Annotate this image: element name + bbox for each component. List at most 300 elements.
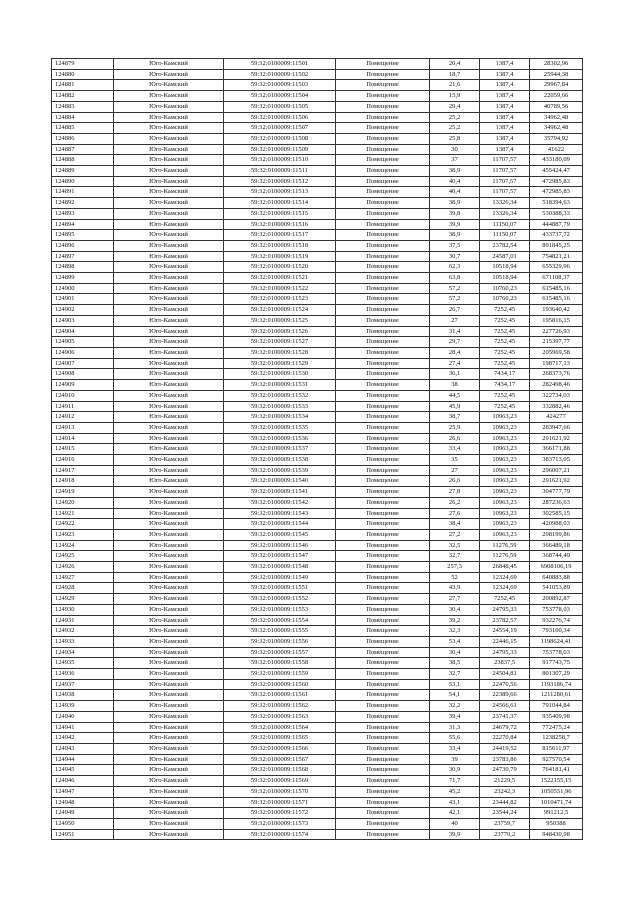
cadastral-value-cell: 296007,21 xyxy=(530,465,583,476)
row-id-cell: 124920 xyxy=(52,497,114,508)
unit-value-cell: 21229,5 xyxy=(480,776,530,787)
cadastral-value-cell: 932276,74 xyxy=(530,615,583,626)
unit-value-cell: 12324,69 xyxy=(480,572,530,583)
cadastral-number-cell: 59:32:0100009:11517 xyxy=(224,230,336,241)
district-cell: Юго-Камский xyxy=(114,91,224,102)
district-cell: Юго-Камский xyxy=(114,690,224,701)
row-id-cell: 124895 xyxy=(52,230,114,241)
cadastral-number-cell: 59:32:0100009:11510 xyxy=(224,155,336,166)
row-id-cell: 124935 xyxy=(52,658,114,669)
object-type-cell: Помещение xyxy=(336,636,430,647)
area-cell: 38,9 xyxy=(430,230,480,241)
cadastral-number-cell: 59:32:0100009:11545 xyxy=(224,529,336,540)
object-type-cell: Помещение xyxy=(336,455,430,466)
cadastral-value-cell: 671108,37 xyxy=(530,273,583,284)
object-type-cell: Помещение xyxy=(336,487,430,498)
cadastral-number-cell: 59:32:0100009:11520 xyxy=(224,262,336,273)
unit-value-cell: 24419,52 xyxy=(480,744,530,755)
table-row xyxy=(52,562,583,573)
table-row xyxy=(52,219,583,230)
table-row xyxy=(52,444,583,455)
cadastral-number-cell: 59:32:0100009:11571 xyxy=(224,797,336,808)
table-row xyxy=(52,529,583,540)
table-row xyxy=(52,497,583,508)
cadastral-value-cell: 753778,03 xyxy=(530,647,583,658)
area-cell: 25,9 xyxy=(430,422,480,433)
cadastral-value-cell: 332882,46 xyxy=(530,401,583,412)
unit-value-cell: 1387,4 xyxy=(480,112,530,123)
district-cell: Юго-Камский xyxy=(114,198,224,209)
table-row xyxy=(52,465,583,476)
object-type-cell: Помещение xyxy=(336,658,430,669)
area-cell: 32,7 xyxy=(430,551,480,562)
cadastral-number-cell: 59:32:0100009:11543 xyxy=(224,508,336,519)
table-row xyxy=(52,59,583,70)
cadastral-value-cell: 530388,33 xyxy=(530,208,583,219)
area-cell: 30,7 xyxy=(430,251,480,262)
object-type-cell: Помещение xyxy=(336,508,430,519)
object-type-cell: Помещение xyxy=(336,358,430,369)
cadastral-number-cell: 59:32:0100009:11565 xyxy=(224,733,336,744)
object-type-cell: Помещение xyxy=(336,101,430,112)
row-id-cell: 124930 xyxy=(52,604,114,615)
row-id-cell: 124884 xyxy=(52,112,114,123)
object-type-cell: Помещение xyxy=(336,711,430,722)
object-type-cell: Помещение xyxy=(336,240,430,251)
cadastral-value-cell: 1010471,74 xyxy=(530,797,583,808)
row-id-cell: 124910 xyxy=(52,390,114,401)
unit-value-cell: 23783,86 xyxy=(480,754,530,765)
cadastral-value-cell: 518394,63 xyxy=(530,198,583,209)
row-id-cell: 124908 xyxy=(52,369,114,380)
cadastral-number-cell: 59:32:0100009:11553 xyxy=(224,604,336,615)
row-id-cell: 124940 xyxy=(52,711,114,722)
cadastral-value-cell: 991212,5 xyxy=(530,808,583,819)
unit-value-cell: 11150,07 xyxy=(480,230,530,241)
object-type-cell: Помещение xyxy=(336,166,430,177)
area-cell: 40,4 xyxy=(430,187,480,198)
cadastral-number-cell: 59:32:0100009:11547 xyxy=(224,551,336,562)
object-type-cell: Помещение xyxy=(336,433,430,444)
cadastral-number-cell: 59:32:0100009:11528 xyxy=(224,347,336,358)
object-type-cell: Помещение xyxy=(336,690,430,701)
district-cell: Юго-Камский xyxy=(114,176,224,187)
row-id-cell: 124919 xyxy=(52,487,114,498)
district-cell: Юго-Камский xyxy=(114,208,224,219)
row-id-cell: 124933 xyxy=(52,636,114,647)
area-cell: 39,4 xyxy=(430,711,480,722)
cadastral-number-cell: 59:32:0100009:11529 xyxy=(224,358,336,369)
table-row xyxy=(52,101,583,112)
cadastral-number-cell: 59:32:0100009:11551 xyxy=(224,583,336,594)
cadastral-number-cell: 59:32:0100009:11569 xyxy=(224,776,336,787)
district-cell: Юго-Камский xyxy=(114,776,224,787)
cadastral-number-cell: 59:32:0100009:11525 xyxy=(224,315,336,326)
row-id-cell: 124929 xyxy=(52,594,114,605)
cadastral-value-cell: 41622 xyxy=(530,144,583,155)
cadastral-value-cell: 193640,42 xyxy=(530,305,583,316)
district-cell: Юго-Камский xyxy=(114,572,224,583)
object-type-cell: Помещение xyxy=(336,294,430,305)
district-cell: Юго-Камский xyxy=(114,562,224,573)
district-cell: Юго-Камский xyxy=(114,604,224,615)
row-id-cell: 124896 xyxy=(52,240,114,251)
district-cell: Юго-Камский xyxy=(114,508,224,519)
table-row xyxy=(52,551,583,562)
district-cell: Юго-Камский xyxy=(114,519,224,530)
unit-value-cell: 23782,57 xyxy=(480,615,530,626)
unit-value-cell: 23770,2 xyxy=(480,829,530,840)
cadastral-number-cell: 59:32:0100009:11534 xyxy=(224,412,336,423)
district-cell: Юго-Камский xyxy=(114,380,224,391)
cadastral-value-cell: 1211280,61 xyxy=(530,690,583,701)
unit-value-cell: 7252,45 xyxy=(480,390,530,401)
cadastral-value-cell: 35794,92 xyxy=(530,133,583,144)
cadastral-number-cell: 59:32:0100009:11563 xyxy=(224,711,336,722)
area-cell: 30,4 xyxy=(430,604,480,615)
row-id-cell: 124944 xyxy=(52,754,114,765)
area-cell: 37,5 xyxy=(430,240,480,251)
unit-value-cell: 7252,45 xyxy=(480,305,530,316)
cadastral-value-cell: 195816,15 xyxy=(530,315,583,326)
unit-value-cell: 10963,23 xyxy=(480,455,530,466)
object-type-cell: Помещение xyxy=(336,155,430,166)
table-row xyxy=(52,422,583,433)
object-type-cell: Помещение xyxy=(336,315,430,326)
table-row xyxy=(52,208,583,219)
unit-value-cell: 10963,23 xyxy=(480,508,530,519)
district-cell: Юго-Камский xyxy=(114,551,224,562)
unit-value-cell: 24730,79 xyxy=(480,765,530,776)
cadastral-value-cell: 640883,88 xyxy=(530,572,583,583)
district-cell: Юго-Камский xyxy=(114,251,224,262)
row-id-cell: 124932 xyxy=(52,626,114,637)
row-id-cell: 124926 xyxy=(52,562,114,573)
row-id-cell: 124890 xyxy=(52,176,114,187)
cadastral-value-cell: 268373,76 xyxy=(530,369,583,380)
unit-value-cell: 11150,07 xyxy=(480,219,530,230)
table-row xyxy=(52,412,583,423)
table-row xyxy=(52,604,583,615)
object-type-cell: Помещение xyxy=(336,465,430,476)
area-cell: 38,9 xyxy=(430,166,480,177)
cadastral-number-cell: 59:32:0100009:11506 xyxy=(224,112,336,123)
unit-value-cell: 24566,61 xyxy=(480,701,530,712)
row-id-cell: 124899 xyxy=(52,273,114,284)
cadastral-number-cell: 59:32:0100009:11503 xyxy=(224,80,336,91)
district-cell: Юго-Камский xyxy=(114,144,224,155)
area-cell: 39,9 xyxy=(430,219,480,230)
district-cell: Юго-Камский xyxy=(114,808,224,819)
district-cell: Юго-Камский xyxy=(114,786,224,797)
unit-value-cell: 7434,17 xyxy=(480,380,530,391)
district-cell: Юго-Камский xyxy=(114,69,224,80)
unit-value-cell: 22270,84 xyxy=(480,733,530,744)
area-cell: 27,4 xyxy=(430,358,480,369)
table-row xyxy=(52,754,583,765)
unit-value-cell: 22470,56 xyxy=(480,679,530,690)
cadastral-value-cell: 891845,25 xyxy=(530,240,583,251)
district-cell: Юго-Камский xyxy=(114,529,224,540)
cadastral-number-cell: 59:32:0100009:11530 xyxy=(224,369,336,380)
unit-value-cell: 23242,3 xyxy=(480,786,530,797)
area-cell: 30 xyxy=(430,144,480,155)
district-cell: Юго-Камский xyxy=(114,112,224,123)
row-id-cell: 124941 xyxy=(52,722,114,733)
table-row xyxy=(52,669,583,680)
cadastral-number-cell: 59:32:0100009:11518 xyxy=(224,240,336,251)
object-type-cell: Помещение xyxy=(336,80,430,91)
district-cell: Юго-Камский xyxy=(114,59,224,70)
row-id-cell: 124946 xyxy=(52,776,114,787)
district-cell: Юго-Камский xyxy=(114,326,224,337)
table-row xyxy=(52,166,583,177)
cadastral-value-cell: 298199,86 xyxy=(530,529,583,540)
table-row xyxy=(52,337,583,348)
cadastral-number-cell: 59:32:0100009:11502 xyxy=(224,69,336,80)
cadastral-number-cell: 59:32:0100009:11521 xyxy=(224,273,336,284)
area-cell: 36,1 xyxy=(430,369,480,380)
area-cell: 27,7 xyxy=(430,594,480,605)
district-cell: Юго-Камский xyxy=(114,422,224,433)
area-cell: 29,4 xyxy=(430,101,480,112)
district-cell: Юго-Камский xyxy=(114,358,224,369)
unit-value-cell: 10518,94 xyxy=(480,262,530,273)
area-cell: 33,4 xyxy=(430,444,480,455)
cadastral-value-cell: 433737,72 xyxy=(530,230,583,241)
object-type-cell: Помещение xyxy=(336,551,430,562)
object-type-cell: Помещение xyxy=(336,669,430,680)
table-row xyxy=(52,583,583,594)
area-cell: 39,9 xyxy=(430,829,480,840)
district-cell: Юго-Камский xyxy=(114,615,224,626)
object-type-cell: Помещение xyxy=(336,647,430,658)
cadastral-value-cell: 1193186,74 xyxy=(530,679,583,690)
table-row xyxy=(52,294,583,305)
district-cell: Юго-Камский xyxy=(114,347,224,358)
row-id-cell: 124882 xyxy=(52,91,114,102)
cadastral-number-cell: 59:32:0100009:11539 xyxy=(224,465,336,476)
area-cell: 71,7 xyxy=(430,776,480,787)
cadastral-value-cell: 28302,96 xyxy=(530,59,583,70)
row-id-cell: 124928 xyxy=(52,583,114,594)
row-id-cell: 124951 xyxy=(52,829,114,840)
cadastral-value-cell: 793100,34 xyxy=(530,626,583,637)
unit-value-cell: 11276,59 xyxy=(480,551,530,562)
object-type-cell: Помещение xyxy=(336,797,430,808)
table-row xyxy=(52,455,583,466)
table-row xyxy=(52,658,583,669)
cadastral-number-cell: 59:32:0100009:11513 xyxy=(224,187,336,198)
row-id-cell: 124923 xyxy=(52,529,114,540)
cadastral-value-cell: 917743,75 xyxy=(530,658,583,669)
row-id-cell: 124949 xyxy=(52,808,114,819)
unit-value-cell: 7434,17 xyxy=(480,369,530,380)
cadastral-value-cell: 801307,29 xyxy=(530,669,583,680)
area-cell: 25,8 xyxy=(430,133,480,144)
cadastral-number-cell: 59:32:0100009:11567 xyxy=(224,754,336,765)
district-cell: Юго-Камский xyxy=(114,455,224,466)
row-id-cell: 124912 xyxy=(52,412,114,423)
unit-value-cell: 1387,4 xyxy=(480,91,530,102)
area-cell: 39 xyxy=(430,754,480,765)
cadastral-number-cell: 59:32:0100009:11531 xyxy=(224,380,336,391)
district-cell: Юго-Камский xyxy=(114,123,224,134)
cadastral-number-cell: 59:32:0100009:11501 xyxy=(224,59,336,70)
cadastral-number-cell: 59:32:0100009:11512 xyxy=(224,176,336,187)
district-cell: Юго-Камский xyxy=(114,465,224,476)
table-row xyxy=(52,765,583,776)
row-id-cell: 124948 xyxy=(52,797,114,808)
unit-value-cell: 7252,45 xyxy=(480,358,530,369)
area-cell: 38 xyxy=(430,380,480,391)
cadastral-number-cell: 59:32:0100009:11507 xyxy=(224,123,336,134)
district-cell: Юго-Камский xyxy=(114,155,224,166)
table-row xyxy=(52,123,583,134)
unit-value-cell: 1387,4 xyxy=(480,59,530,70)
area-cell: 39,2 xyxy=(430,615,480,626)
area-cell: 28,4 xyxy=(430,347,480,358)
unit-value-cell: 22446,15 xyxy=(480,636,530,647)
object-type-cell: Помещение xyxy=(336,744,430,755)
cadastral-value-cell: 200892,87 xyxy=(530,594,583,605)
table-row xyxy=(52,198,583,209)
area-cell: 39,8 xyxy=(430,208,480,219)
unit-value-cell: 10518,94 xyxy=(480,273,530,284)
object-type-cell: Помещение xyxy=(336,412,430,423)
unit-value-cell: 24795,33 xyxy=(480,647,530,658)
row-id-cell: 124894 xyxy=(52,219,114,230)
row-id-cell: 124901 xyxy=(52,294,114,305)
object-type-cell: Помещение xyxy=(336,59,430,70)
object-type-cell: Помещение xyxy=(336,123,430,134)
cadastral-value-cell: 615485,16 xyxy=(530,294,583,305)
object-type-cell: Помещение xyxy=(336,230,430,241)
table-row xyxy=(52,144,583,155)
cadastral-value-cell: 472985,83 xyxy=(530,176,583,187)
unit-value-cell: 7252,45 xyxy=(480,594,530,605)
object-type-cell: Помещение xyxy=(336,176,430,187)
table-row xyxy=(52,540,583,551)
row-id-cell: 124918 xyxy=(52,476,114,487)
row-id-cell: 124945 xyxy=(52,765,114,776)
cadastral-value-cell: 205969,58 xyxy=(530,347,583,358)
row-id-cell: 124879 xyxy=(52,59,114,70)
object-type-cell: Помещение xyxy=(336,198,430,209)
cadastral-number-cell: 59:32:0100009:11535 xyxy=(224,422,336,433)
unit-value-cell: 23759,7 xyxy=(480,818,530,829)
area-cell: 32,5 xyxy=(430,540,480,551)
cadastral-value-cell: 815611,97 xyxy=(530,744,583,755)
cadastral-number-cell: 59:32:0100009:11544 xyxy=(224,519,336,530)
cadastral-value-cell: 25944,38 xyxy=(530,69,583,80)
area-cell: 44,5 xyxy=(430,390,480,401)
row-id-cell: 124903 xyxy=(52,315,114,326)
row-id-cell: 124904 xyxy=(52,326,114,337)
cadastral-number-cell: 59:32:0100009:11560 xyxy=(224,679,336,690)
unit-value-cell: 24587,01 xyxy=(480,251,530,262)
area-cell: 27,8 xyxy=(430,487,480,498)
row-id-cell: 124902 xyxy=(52,305,114,316)
unit-value-cell: 23544,24 xyxy=(480,808,530,819)
cadastral-value-cell: 302585,15 xyxy=(530,508,583,519)
object-type-cell: Помещение xyxy=(336,529,430,540)
object-type-cell: Помещение xyxy=(336,144,430,155)
area-cell: 37 xyxy=(430,155,480,166)
object-type-cell: Помещение xyxy=(336,326,430,337)
district-cell: Юго-Камский xyxy=(114,658,224,669)
district-cell: Юго-Камский xyxy=(114,497,224,508)
area-cell: 29,7 xyxy=(430,337,480,348)
cadastral-value-cell: 433180,09 xyxy=(530,155,583,166)
object-type-cell: Помещение xyxy=(336,626,430,637)
district-cell: Юго-Камский xyxy=(114,273,224,284)
cadastral-value-cell: 927570,54 xyxy=(530,754,583,765)
cadastral-number-cell: 59:32:0100009:11552 xyxy=(224,594,336,605)
table-row xyxy=(52,251,583,262)
cadastral-value-cell: 1522155,15 xyxy=(530,776,583,787)
object-type-cell: Помещение xyxy=(336,390,430,401)
row-id-cell: 124931 xyxy=(52,615,114,626)
area-cell: 43,1 xyxy=(430,797,480,808)
cadastral-number-cell: 59:32:0100009:11537 xyxy=(224,444,336,455)
cadastral-value-cell: 22059,66 xyxy=(530,91,583,102)
object-type-cell: Помещение xyxy=(336,818,430,829)
area-cell: 32,2 xyxy=(430,701,480,712)
district-cell: Юго-Камский xyxy=(114,101,224,112)
cadastral-number-cell: 59:32:0100009:11568 xyxy=(224,765,336,776)
unit-value-cell: 13326,34 xyxy=(480,198,530,209)
cadastral-value-cell: 615485,16 xyxy=(530,283,583,294)
row-id-cell: 124915 xyxy=(52,444,114,455)
table-row xyxy=(52,508,583,519)
cadastral-number-cell: 59:32:0100009:11523 xyxy=(224,294,336,305)
row-id-cell: 124914 xyxy=(52,433,114,444)
row-id-cell: 124885 xyxy=(52,123,114,134)
district-cell: Юго-Камский xyxy=(114,487,224,498)
object-type-cell: Помещение xyxy=(336,380,430,391)
cadastral-value-cell: 366171,88 xyxy=(530,444,583,455)
object-type-cell: Помещение xyxy=(336,722,430,733)
object-type-cell: Помещение xyxy=(336,519,430,530)
area-cell: 27,2 xyxy=(430,529,480,540)
cadastral-number-cell: 59:32:0100009:11511 xyxy=(224,166,336,177)
row-id-cell: 124916 xyxy=(52,455,114,466)
area-cell: 55,6 xyxy=(430,733,480,744)
area-cell: 53,4 xyxy=(430,636,480,647)
cadastral-number-cell: 59:32:0100009:11522 xyxy=(224,283,336,294)
unit-value-cell: 10963,23 xyxy=(480,422,530,433)
unit-value-cell: 23837,5 xyxy=(480,658,530,669)
area-cell: 53,1 xyxy=(430,679,480,690)
table-row xyxy=(52,733,583,744)
cadastral-number-cell: 59:32:0100009:11554 xyxy=(224,615,336,626)
cadastral-value-cell: 655329,96 xyxy=(530,262,583,273)
unit-value-cell: 10760,23 xyxy=(480,294,530,305)
table-row xyxy=(52,315,583,326)
row-id-cell: 124897 xyxy=(52,251,114,262)
district-cell: Юго-Камский xyxy=(114,701,224,712)
object-type-cell: Помещение xyxy=(336,337,430,348)
table-row xyxy=(52,240,583,251)
cadastral-number-cell: 59:32:0100009:11570 xyxy=(224,786,336,797)
object-type-cell: Помещение xyxy=(336,208,430,219)
table-row xyxy=(52,326,583,337)
row-id-cell: 124934 xyxy=(52,647,114,658)
cadastral-number-cell: 59:32:0100009:11524 xyxy=(224,305,336,316)
unit-value-cell: 11707,57 xyxy=(480,176,530,187)
row-id-cell: 124893 xyxy=(52,208,114,219)
